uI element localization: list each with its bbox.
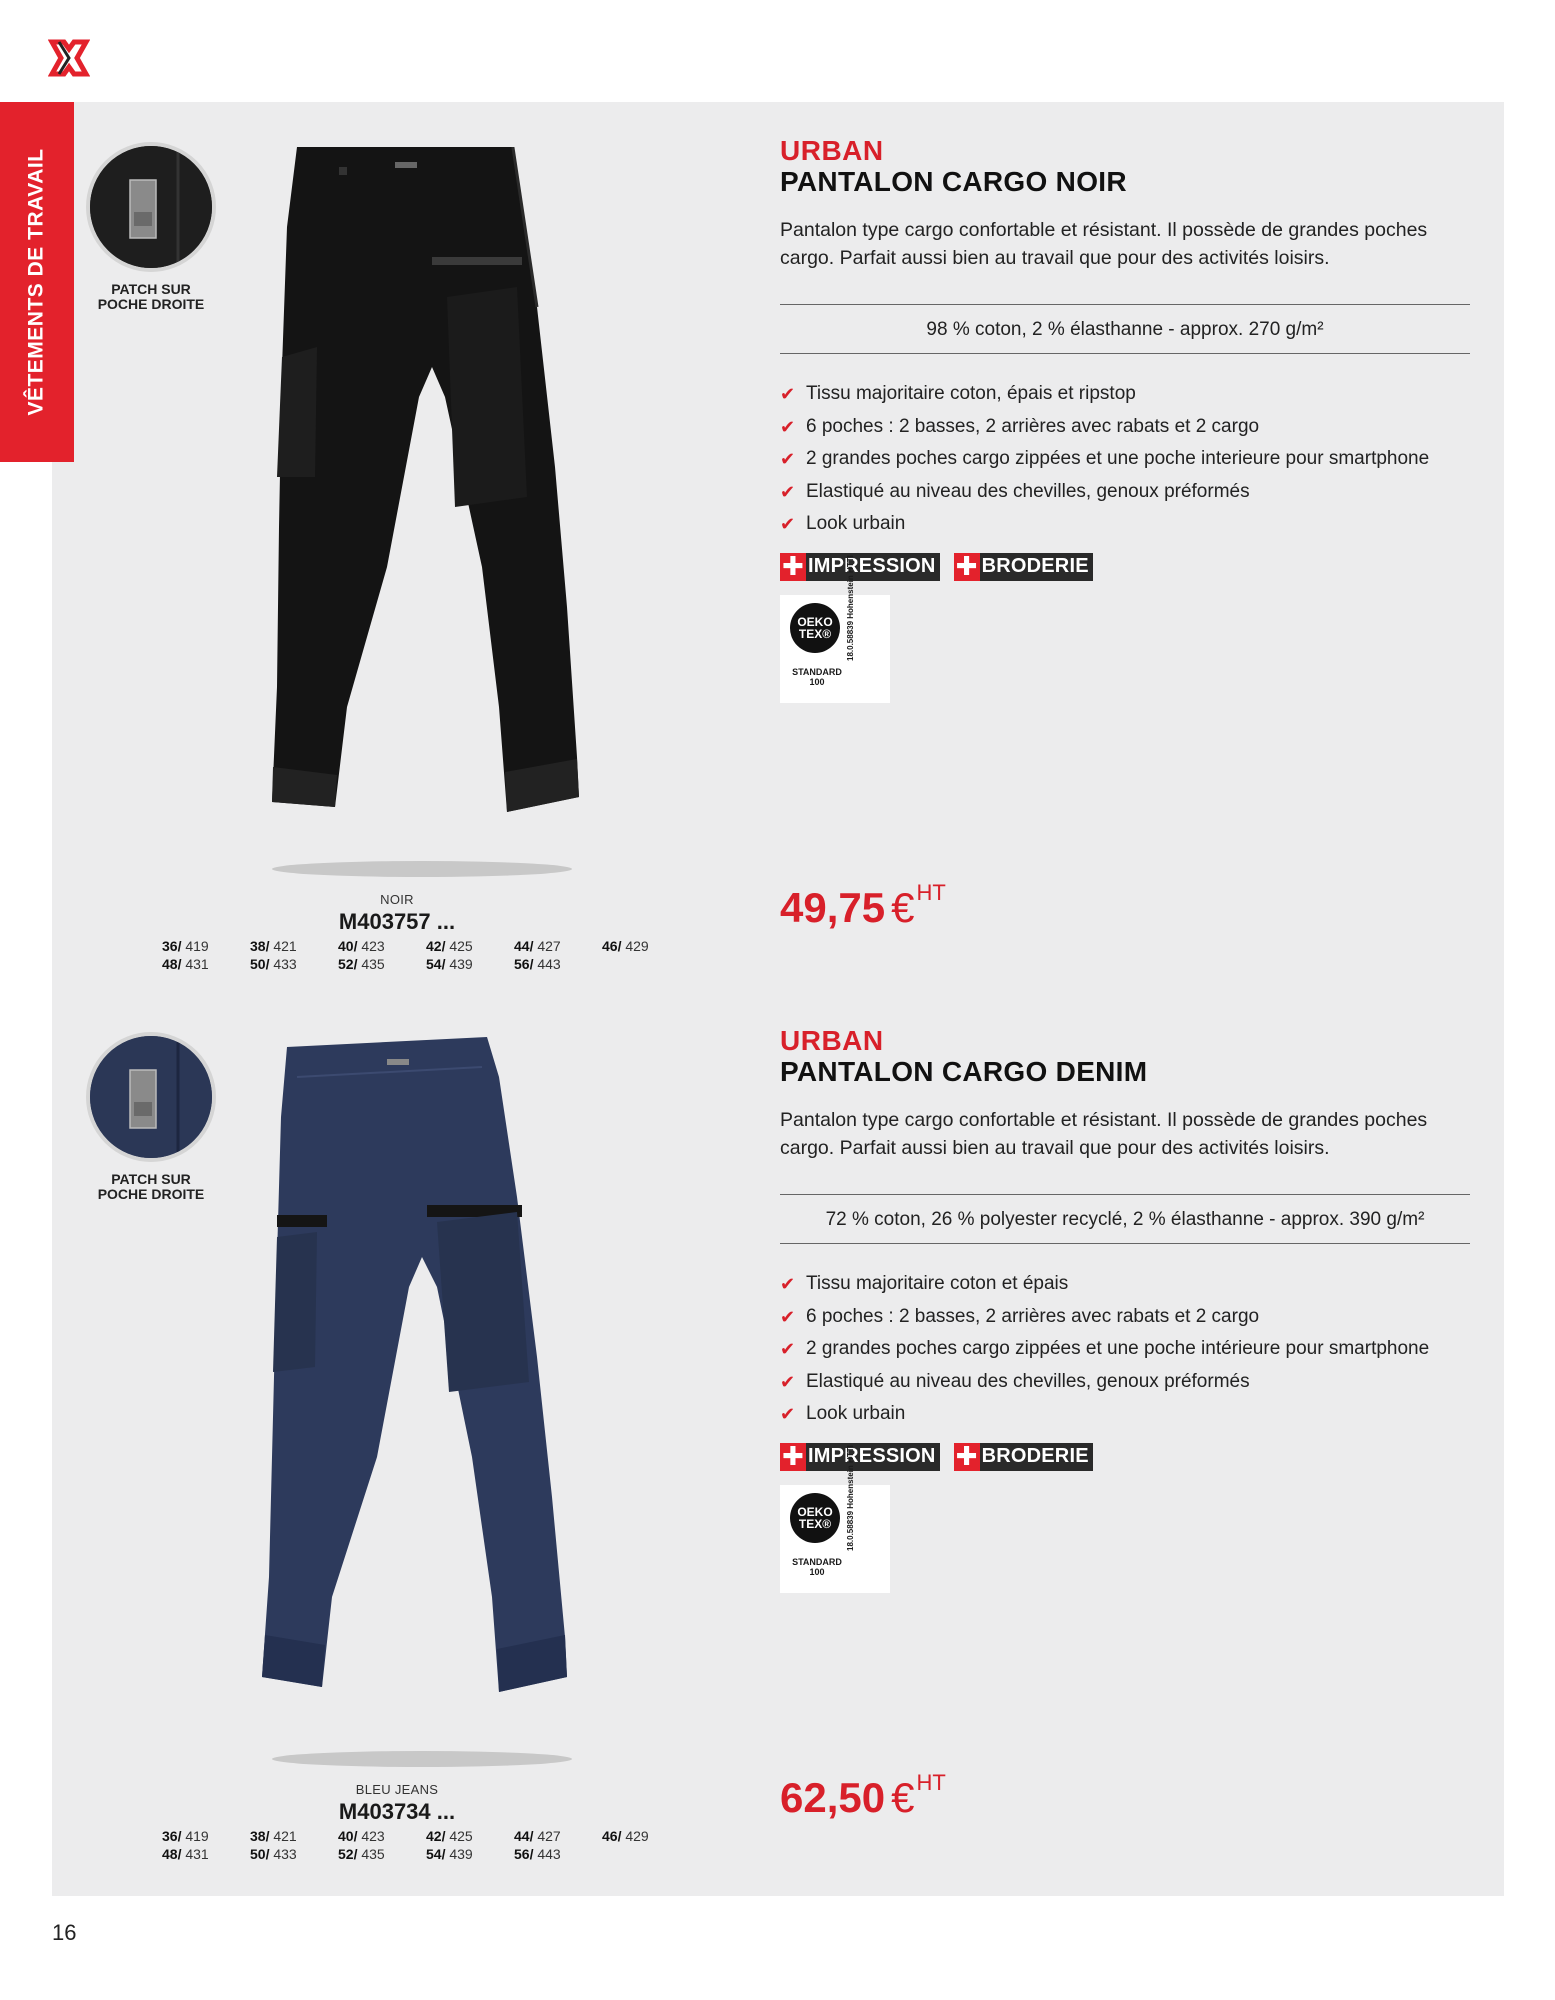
list-item: ✔ Look urbain [780, 1398, 1470, 1431]
product-description: Pantalon type cargo confortable et résistant. Il possède de grandes poches cargo. Parfait aussi bien au travail que pour des activités loisirs. [780, 219, 1428, 269]
check-icon: ✔ [780, 416, 796, 437]
content-panel [52, 102, 1504, 1896]
check-icon: ✔ [780, 1371, 796, 1392]
list-item: ✔ 2 grandes poches cargo zippées et une poche interieure pour smartphone [780, 443, 1470, 476]
size-item: 52/ 435 [338, 1846, 385, 1862]
list-item: ✔ 6 poches : 2 basses, 2 arrières avec rabats et 2 cargo [780, 1301, 1470, 1334]
size-list [162, 938, 702, 972]
impression-badge: ✚ IMPRESSION [780, 1443, 940, 1471]
oeko-tex-logo: OEKO TEX® [790, 1493, 840, 1543]
size-item: 54/ 439 [426, 956, 473, 972]
size-item: 40/ 423 [338, 1828, 385, 1844]
list-item: ✔ Elastiqué au niveau des chevilles, genoux préformés [780, 1366, 1470, 1399]
list-item: ✔ 6 poches : 2 basses, 2 arrières avec rabats et 2 cargo [780, 411, 1470, 444]
check-icon: ✔ [780, 1274, 796, 1294]
patch-photo [86, 1032, 216, 1162]
size-item: 46/ 429 [602, 1828, 649, 1844]
size-item: 36/ 419 [162, 1828, 209, 1844]
size-item: 44/ 427 [514, 938, 561, 954]
material-composition: 98 % coton, 2 % élasthanne - approx. 270 g/m² [780, 304, 1470, 354]
size-item: 50/ 433 [250, 1846, 297, 1862]
check-icon: ✔ [780, 514, 796, 534]
plus-icon: ✚ [955, 551, 978, 581]
size-item: 48/ 431 [162, 1846, 209, 1862]
product-brand: URBAN [780, 1025, 884, 1056]
product-price: 49,75 €$^{HT}$ [780, 880, 946, 931]
patch-photo [86, 142, 216, 272]
broderie-badge: ✚ BRODERIE [954, 553, 1093, 581]
size-item: 52/ 435 [338, 956, 385, 972]
product-info [780, 1026, 1470, 1593]
size-item: 46/ 429 [602, 938, 649, 954]
color-name: NOIR [380, 892, 414, 907]
patch-detail [86, 1032, 216, 1202]
variant-info [202, 1782, 592, 1825]
product-photo [237, 1037, 597, 1817]
oeko-tex-label: OEKO TEX® STANDARD 100 18.0.58839 Hohenstein HTTI [780, 1485, 890, 1593]
patch-label: PATCH SUR POCHE DROITE [97, 281, 205, 312]
plus-icon: ✚ [782, 551, 804, 581]
product-title: PANTALON CARGO NOIR [780, 166, 1127, 197]
product-title: PANTALON CARGO DENIM [780, 1056, 1148, 1087]
plus-icon: ✚ [955, 1441, 978, 1471]
size-item: 38/ 421 [250, 938, 297, 954]
product-price: 62,50 €$^{HT}$ [780, 1770, 946, 1821]
check-icon: ✔ [780, 1339, 796, 1359]
size-item: 40/ 423 [338, 938, 385, 954]
feature-list [780, 378, 1470, 541]
check-icon: ✔ [780, 1306, 796, 1327]
size-item: 48/ 431 [162, 956, 209, 972]
broderie-badge: ✚ BRODERIE [954, 1443, 1093, 1471]
oeko-tex-label: OEKO TEX® STANDARD 100 18.0.58839 Hohenstein HTTI [780, 595, 890, 703]
patch-label: PATCH SUR POCHE DROITE [97, 1171, 205, 1202]
variant-info [202, 892, 592, 935]
plus-icon: ✚ [782, 1441, 804, 1471]
product-card [52, 102, 1504, 992]
check-icon: ✔ [780, 384, 796, 404]
page-number: 16 [52, 1920, 77, 1945]
list-item: ✔ Look urbain [780, 508, 1470, 541]
product-info [780, 136, 1470, 703]
size-item: 56/ 443 [514, 956, 561, 972]
customization-badges [780, 1443, 1470, 1471]
list-item: ✔ Tissu majoritaire coton et épais [780, 1268, 1470, 1301]
section-tab: VÊTEMENTS DE TRAVAIL [0, 102, 74, 462]
check-icon: ✔ [780, 449, 796, 469]
material-composition: 72 % coton, 26 % polyester recyclé, 2 % élasthanne - approx. 390 g/m² [780, 1194, 1470, 1244]
product-reference: M403734 ... [338, 1799, 456, 1824]
product-photo [237, 147, 597, 927]
size-item: 54/ 439 [426, 1846, 473, 1862]
product-card [52, 992, 1504, 1882]
size-item: 42/ 425 [426, 1828, 473, 1844]
size-item: 42/ 425 [426, 938, 473, 954]
list-item: ✔ Tissu majoritaire coton, épais et ripstop [780, 378, 1470, 411]
size-list [162, 1828, 702, 1862]
feature-list [780, 1268, 1470, 1431]
impression-badge: ✚ IMPRESSION [780, 553, 940, 581]
check-icon: ✔ [780, 481, 796, 502]
oeko-tex-logo: OEKO TEX® [790, 603, 840, 653]
patch-detail [86, 142, 216, 312]
check-icon: ✔ [780, 1404, 796, 1424]
size-item: 44/ 427 [514, 1828, 561, 1844]
product-description: Pantalon type cargo confortable et résistant. Il possède de grandes poches cargo. Parfait aussi bien au travail que pour des activités loisirs. [780, 1109, 1428, 1159]
size-item: 56/ 443 [514, 1846, 561, 1862]
brand-logo-icon [48, 38, 90, 78]
list-item: ✔ 2 grandes poches cargo zippées et une poche intérieure pour smartphone [780, 1333, 1470, 1366]
product-brand: URBAN [780, 135, 884, 166]
color-name: BLEU JEANS [355, 1782, 439, 1797]
size-item: 36/ 419 [162, 938, 209, 954]
size-item: 38/ 421 [250, 1828, 297, 1844]
size-item: 50/ 433 [250, 956, 297, 972]
customization-badges [780, 553, 1470, 581]
product-reference: M403757 ... [338, 909, 456, 934]
list-item: ✔ Elastiqué au niveau des chevilles, genoux préformés [780, 476, 1470, 509]
